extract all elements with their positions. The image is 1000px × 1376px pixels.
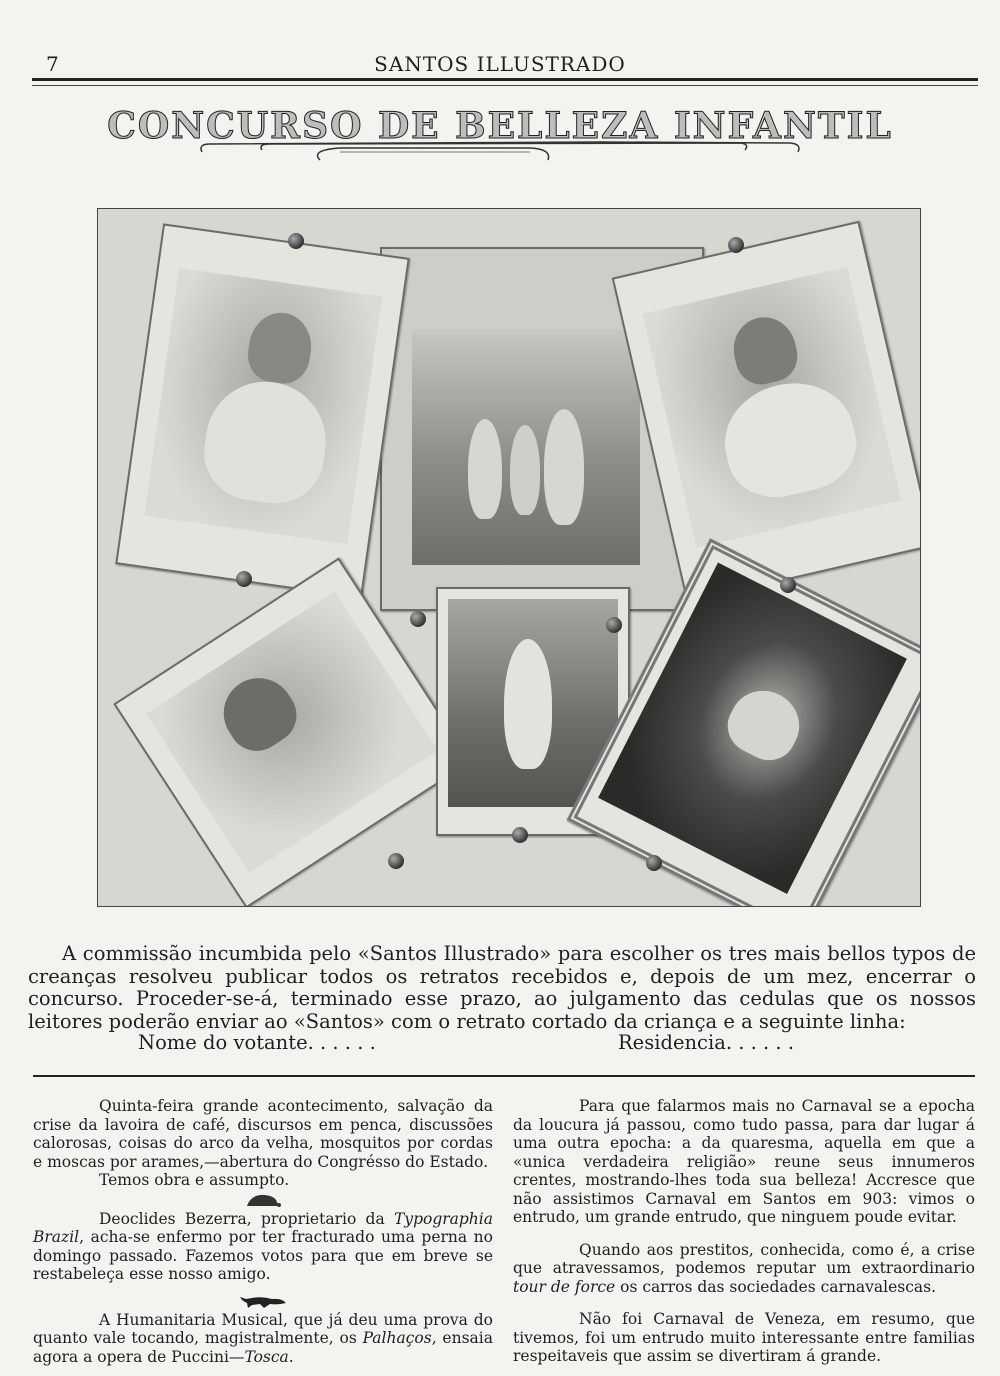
photo-composite — [97, 208, 921, 907]
pin-icon — [728, 237, 744, 253]
ballot-residence-label: Residencia. . . . . . — [618, 1031, 795, 1054]
pin-icon — [646, 855, 662, 871]
intro-paragraph: A commissão incumbida pelo «Santos Illustrado» para escolher os tres mais bellos typos de creanças resolveu publicar todos os retratos recebidos e, depois de um mez, encerrar o concurso. Proceder-se-á, terminado esse prazo, ao julgamento das cedulas que os nossos leitores poderão enviar ao «Santos» com o retrato cortado da criança e a seguinte linha: — [28, 942, 976, 1033]
running-title: SANTOS ILLUSTRADO — [374, 52, 626, 76]
carnaval-note: Para que falarmos mais no Carnaval se a epocha da loucura já passou, como tudo passa, para dar lugar á uma outra epocha: a da quaresma, aquella em que a «unica verdadeira religião» reune seus innumeros crentes, mostrando-lhes toda sua belleza! Accresce que não assistimos Carnaval em Santos em 903: vimos o entrudo, um grande entrudo, que ninguem poude evitar. — [513, 1097, 975, 1226]
pin-icon — [288, 233, 304, 249]
pin-icon — [606, 617, 622, 633]
title-flourish-icon — [180, 140, 820, 170]
assumpto-note: Temos obra e assumpto. — [99, 1171, 290, 1189]
ballot-voter-label: Nome do votante. . . . . . — [138, 1031, 376, 1054]
deoclides-note: Deoclides Bezerra, proprietario da Typographia Brazil, acha-se enfermo por ter fracturado uma perna no domingo passado. Fazemos votos para que em breve se restabeleça esse nosso amigo. — [33, 1209, 493, 1283]
veneza-note: Não foi Carnaval de Veneza, em resumo, que tivemos, foi um entrudo muito interessante entre familias respeitaveis que assim se divertiram á grande. — [513, 1310, 975, 1365]
page-number: 7 — [46, 52, 59, 76]
pin-icon — [388, 853, 404, 869]
humanitaria-note: A Humanitaria Musical, que já deu uma prova do quanto vale tocando, magistralmente, os Palhaços, ensaia agora a opera de Puccini—Tosca. — [33, 1310, 493, 1366]
photo-card-curly-haired-girl — [115, 223, 409, 598]
contest-announcement — [28, 943, 976, 1033]
prestitos-note: Quando aos prestitos, conhecida, como é, a crise que atravessamos, podemos reputar um extraordinario tour de force os carros das sociedades carnavalescas. — [513, 1240, 975, 1296]
right-column — [513, 1097, 975, 1375]
left-column — [33, 1097, 493, 1375]
pin-icon — [236, 571, 252, 587]
tortoise-ornament-icon — [243, 1192, 283, 1208]
pin-icon — [410, 611, 426, 627]
fox-ornament-icon — [238, 1293, 288, 1309]
pin-icon — [780, 577, 796, 593]
pin-icon — [512, 827, 528, 843]
article-title: CONCURSO DE BELLEZA INFANTIL — [107, 105, 893, 147]
congress-note: Quinta-feira grande acontecimento, salvação da crise da lavoira de café, discursos em penca, discussões calorosas, coisas do arco da velha, mosquitos por cordas e moscas por arames,—abertura do Congrésso do Estado. — [33, 1097, 493, 1171]
section-rule — [33, 1075, 975, 1077]
header-rule — [32, 78, 978, 86]
